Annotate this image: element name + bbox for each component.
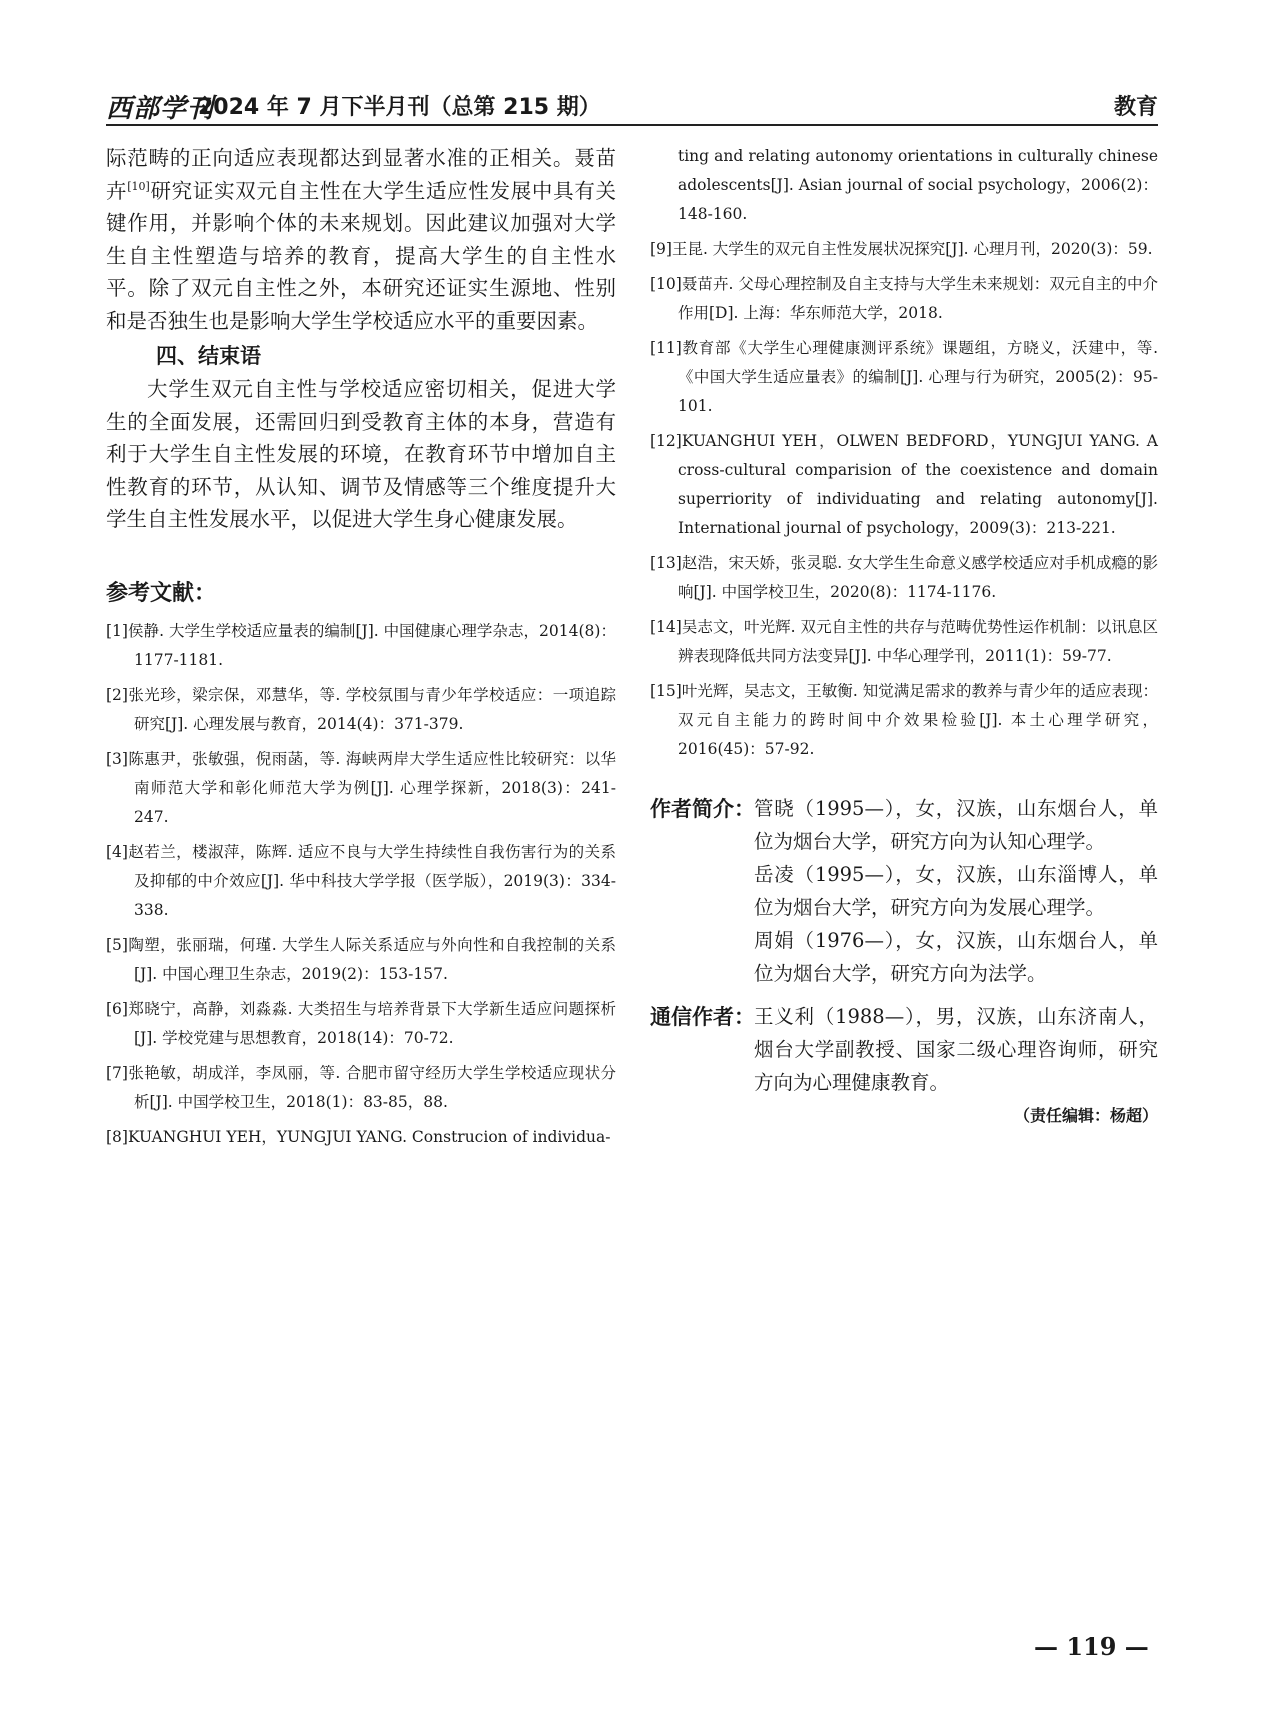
reference-item: [12]KUANGHUI YEH，OLWEN BEDFORD，YUNGJUI YANG. A cross-cultural comparision of the coexistence and domain superriority of individuating and relating autonomy[J]. International journal of psychology，2009(3)：213-221. (650, 432, 1158, 537)
section-heading: 四、结束语 (156, 344, 261, 368)
reference-item: [14]吴志文，叶光辉. 双元自主性的共存与范畴优势性运作机制：以讯息区辨表现降低共同方法变异[J]. 中华心理学刊，2011(1)：59-77. (650, 618, 1158, 665)
author-list (754, 792, 1158, 990)
left-column (106, 142, 616, 1158)
author-intro-row (650, 792, 1158, 990)
body-paragraph (106, 142, 616, 337)
references-title: 参考文献： (106, 580, 217, 606)
reference-item: [10]聂苗卉. 父母心理控制及自主支持与大学生未来规划：双元自主的中介作用[D]. 上海：华东师范大学，2018. (650, 275, 1158, 322)
author-info (650, 792, 1158, 1126)
reference-item: [4]赵若兰，楼淑萍，陈辉. 适应不良与大学生持续性自我伤害行为的关系及抑郁的中介效应[J]. 华中科技大学学报（医学版），2019(3)：334-338. (106, 842, 616, 919)
reference-item: [6]郑晓宁，高静，刘淼淼. 大类招生与培养背景下大学新生适应问题探析[J]. 学校党建与思想教育，2018(14)：70-72. (106, 999, 616, 1047)
section-name: 教育 (1113, 95, 1158, 120)
reference-item: [3]陈惠尹，张敏强，倪雨菡，等. 海峡两岸大学生适应性比较研究：以华南师范大学和彰化师范大学为例[J]. 心理学探新，2018(3)：241-247. (106, 749, 616, 826)
corresponding-label: 通信作者： (650, 1005, 755, 1029)
body-text: 研究证实双元自主性在大学生适应性发展中具有关键作用，并影响个体的未来规划。因此建议加强对大学生自主性塑造与培养的教育，提高大学生的自主性水平。除了双元自主性之外，本研究还证实生源地、性别和是否独生也是影响大学生学校适应水平的重要因素。 (106, 178, 617, 333)
reference-item-continuation: ting and relating autonomy orientations in culturally chinese adolescents[J]. Asian journal of social psychology，2006(2)：148-160. (678, 147, 1158, 223)
corresponding-entry: 王义利（1988—），男，汉族，山东济南人，烟台大学副教授、国家二级心理咨询师，研究方向为心理健康教育。 (754, 1005, 1158, 1094)
reference-item: [2]张光珍，梁宗保，邓慧华，等. 学校氛围与青少年学校适应：一项追踪研究[J]. 心理发展与教育，2014(4)：371-379. (106, 685, 616, 733)
body-text: 聂苗卉 (106, 146, 617, 203)
corresponding-author-row (650, 1000, 1158, 1099)
body-text: 际范畴的正向适应表现都达到显著水准的正相关。 (106, 146, 575, 170)
journal-logo: 西部学刊 (106, 94, 215, 124)
reference-list (106, 617, 616, 1152)
author-entry: 管晓（1995—），女，汉族，山东烟台人，单位为烟台大学，研究方向为认知心理学。 (754, 797, 1158, 853)
reference-item: [15]叶光辉，吴志文，王敏衡. 知觉满足需求的教养与青少年的适应表现：双元自主能力的跨时间中介效果检验[J]. 本土心理学研究，2016(45)：57-92. (650, 682, 1158, 758)
reference-list-continued (650, 142, 1158, 764)
editor-note: （责任编辑：杨超） (1013, 1106, 1158, 1125)
reference-item: [7]张艳敏，胡成洋，李凤丽，等. 合肥市留守经历大学生学校适应现状分析[J]. 中国学校卫生，2018(1)：83-85，88. (106, 1063, 616, 1111)
reference-item: [13]赵浩，宋天娇，张灵聪. 女大学生生命意义感学校适应对手机成瘾的影响[J]. 中国学校卫生，2020(8)：1174-1176. (650, 554, 1158, 601)
page-number: — 119 — (1034, 1632, 1149, 1661)
corresponding-entry-wrap (754, 1000, 1158, 1099)
reference-item: [9]王昆. 大学生的双元自主性发展状况探究[J]. 心理月刊，2020(3)：59. (650, 240, 1153, 258)
conclusion-paragraph: 大学生双元自主性与学校适应密切相关，促进大学生的全面发展，还需回归到受教育主体的本身，营造有利于大学生自主性发展的环境，在教育环节中增加自主性教育的环节，从认知、调节及情感等三个维度提升大学生自主性发展水平，以促进大学生身心健康发展。 (106, 377, 616, 531)
right-column (650, 142, 1158, 1126)
author-intro-label: 作者简介： (650, 797, 755, 821)
reference-item: [1]侯静. 大学生学校适应量表的编制[J]. 中国健康心理学杂志，2014(8)：1177-1181. (106, 621, 616, 669)
reference-item: [5]陶塑，张丽瑞，何瑾. 大学生人际关系适应与外向性和自我控制的关系[J]. 中国心理卫生杂志，2019(2)：153-157. (106, 935, 616, 983)
author-entry: 周娟（1976—），女，汉族，山东烟台人，单位为烟台大学，研究方向为法学。 (754, 929, 1158, 985)
reference-item: [8]KUANGHUI YEH，YUNGJUI YANG. Construcion of individua- (106, 1127, 611, 1146)
reference-item: [11]教育部《大学生心理健康测评系统》课题组，方晓义，沃建中，等.《中国大学生适应量表》的编制[J]. 心理与行为研究，2005(2)：95-101. (650, 339, 1158, 415)
running-header (106, 86, 1158, 126)
citation-superscript: [10] (127, 179, 150, 193)
issue-info: 2024 年 7 月下半月刊（总第 215 期） (198, 95, 601, 120)
author-entry: 岳凌（1995—），女，汉族，山东淄博人，单位为烟台大学，研究方向为发展心理学。 (754, 863, 1158, 919)
